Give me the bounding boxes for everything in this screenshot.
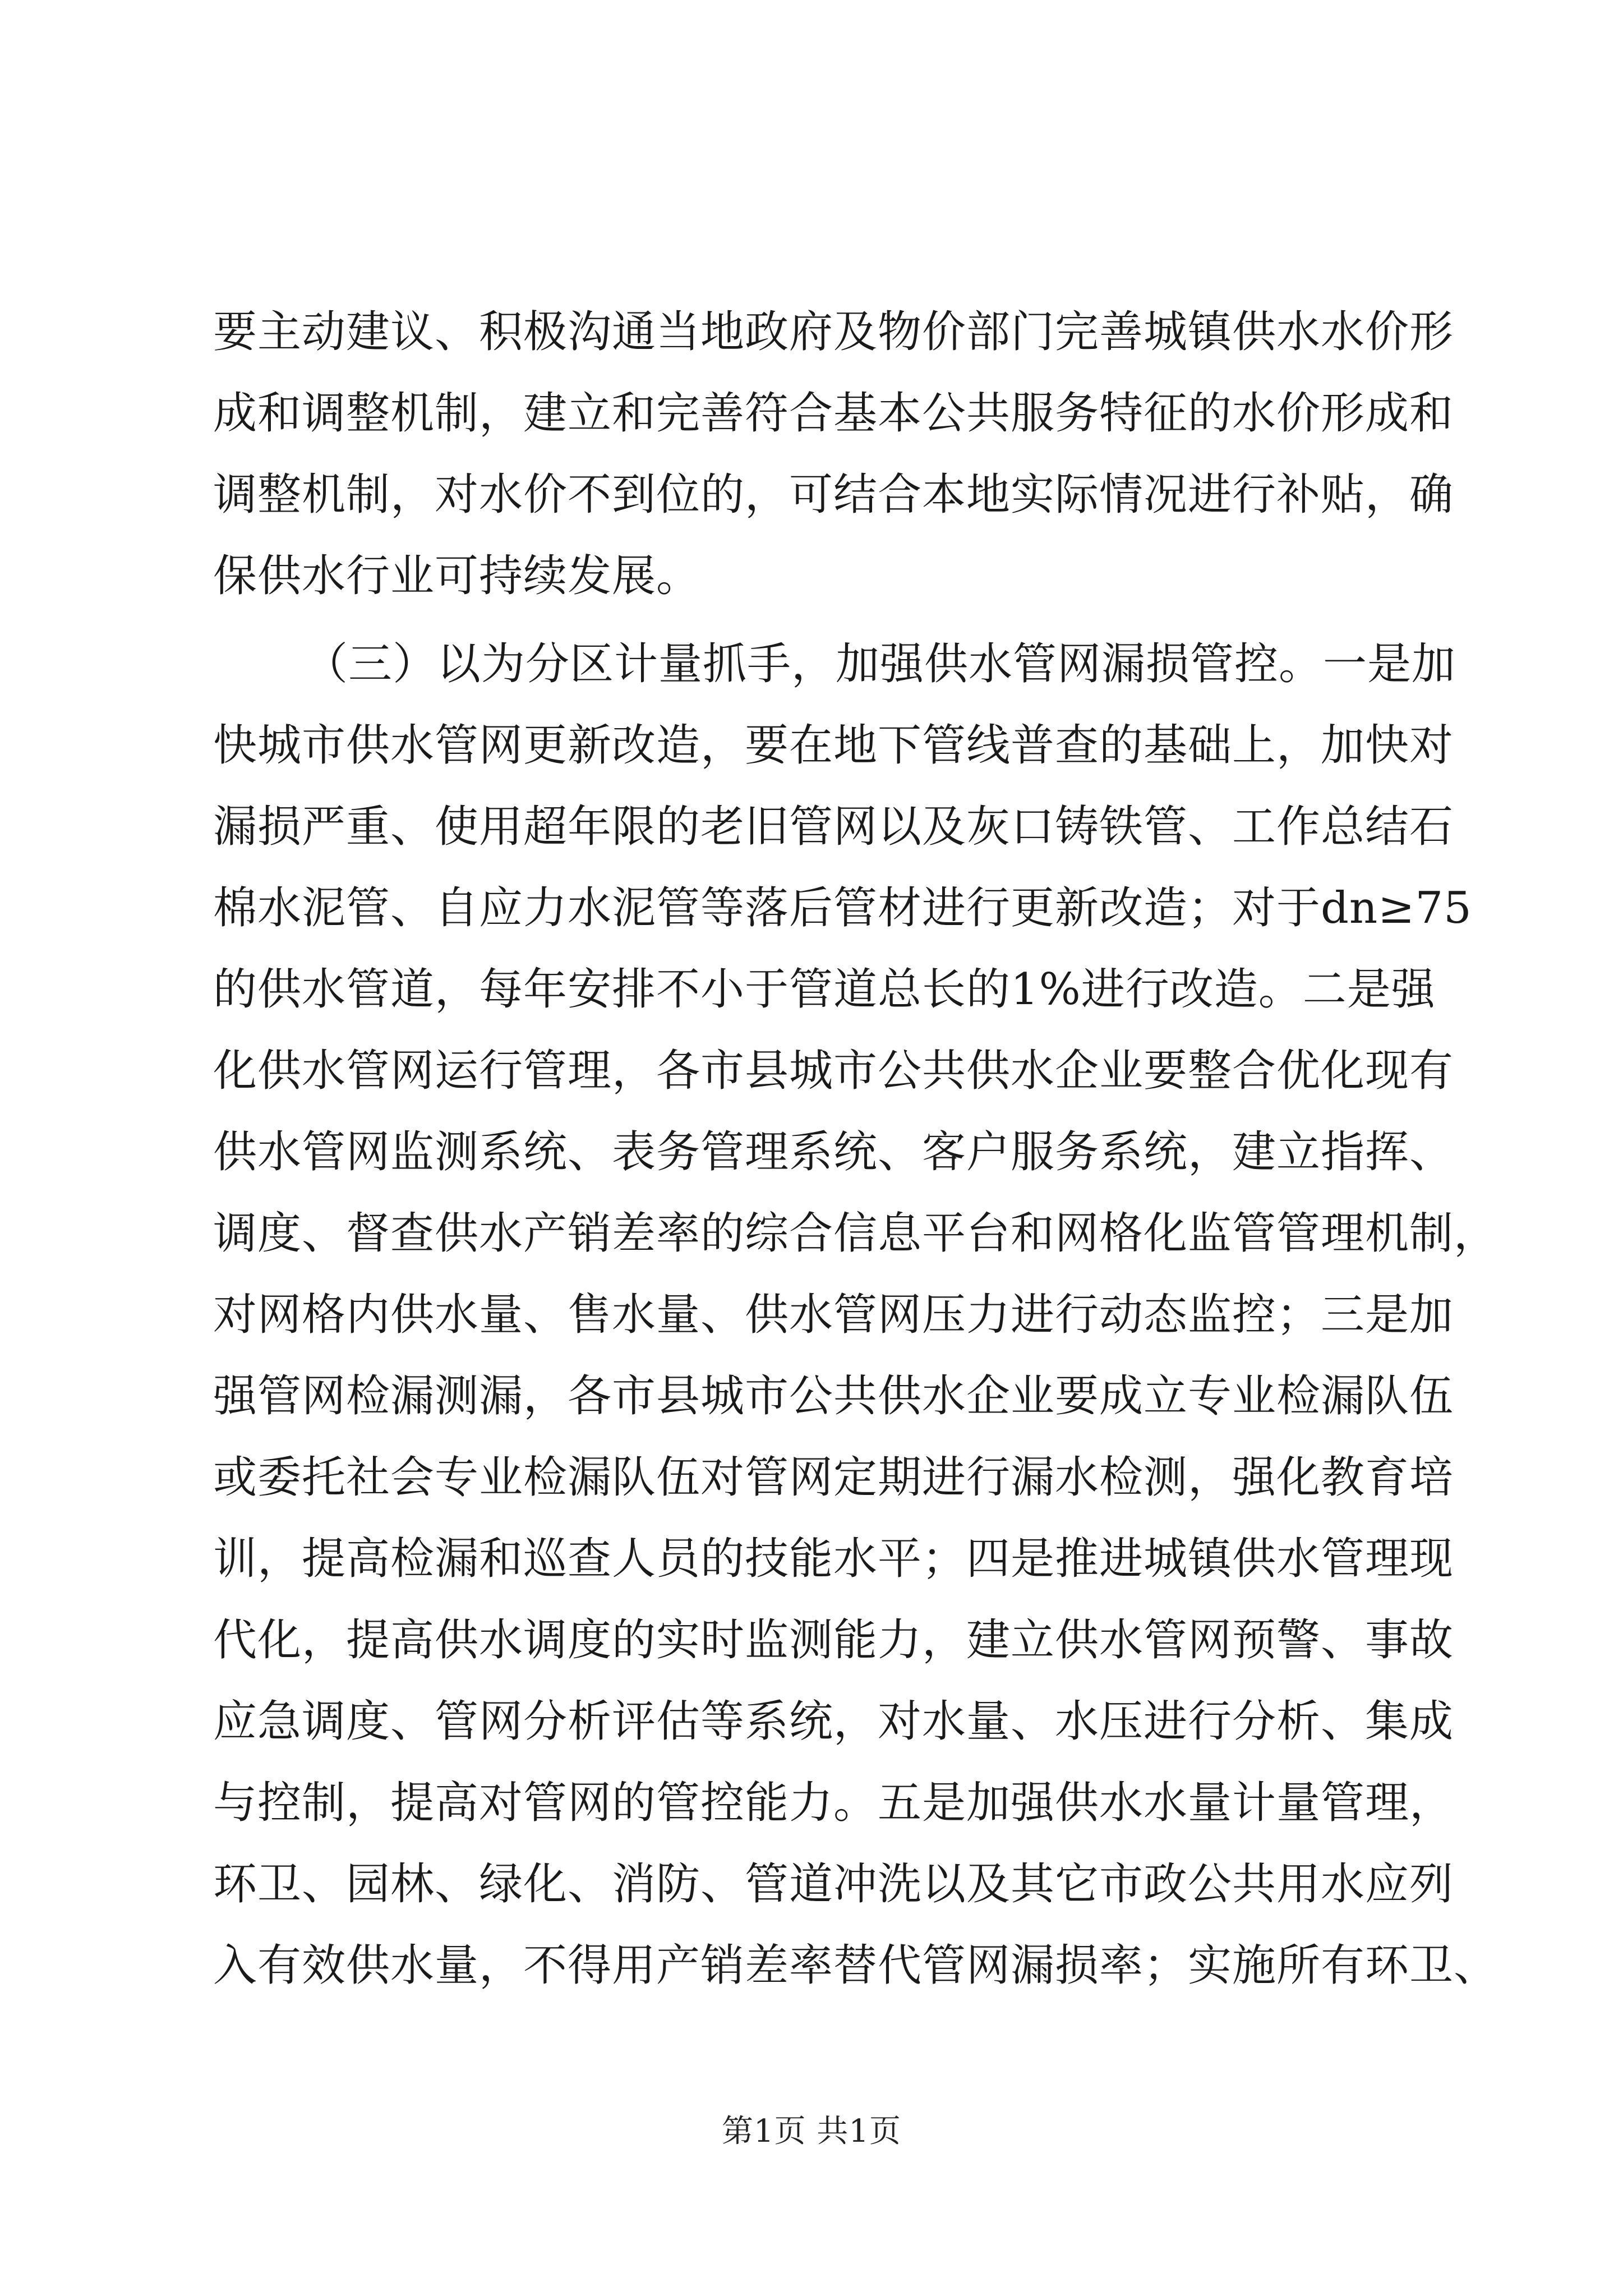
paragraph-water-pricing bbox=[213, 292, 1454, 617]
text-line: 应急调度、管网分析评估等系统，对水量、水压进行分析、集成 bbox=[213, 1696, 1454, 1747]
page-footer bbox=[0, 2109, 1623, 2154]
text-line: 代化，提高供水调度的实时监测能力，建立供水管网预警、事故 bbox=[213, 1615, 1454, 1665]
text-line: 调整机制，对水价不到位的，可结合本地实际情况进行补贴，确 bbox=[213, 470, 1454, 520]
text-line: 成和调整机制，建立和完善符合基本公共服务特征的水价形成和 bbox=[213, 388, 1454, 439]
text-line: 与控制，提高对管网的管控能力。五是加强供水水量计量管理， bbox=[213, 1778, 1454, 1828]
text-line: 快城市供水管网更新改造，要在地下管线普查的基础上，加快对 bbox=[213, 720, 1454, 771]
text-line: 的供水管道，每年安排不小于管道总长的1%进行改造。二是强 bbox=[213, 964, 1436, 1015]
text-line: 对网格内供水量、售水量、供水管网压力进行动态监控；三是加 bbox=[213, 1290, 1454, 1340]
text-line: （三）以为分区计量抓手，加强供水管网漏损管控。一是加 bbox=[304, 639, 1456, 689]
text-line: 棉水泥管、自应力水泥管等落后管材进行更新改造；对于dn≥75 bbox=[213, 883, 1472, 933]
paragraph-pipe-network-leakage bbox=[213, 624, 1498, 2007]
text-line: 化供水管网运行管理，各市县城市公共供水企业要整合优化现有 bbox=[213, 1046, 1454, 1096]
paragraph-spacer bbox=[213, 617, 1413, 624]
document-body bbox=[213, 292, 1498, 2007]
text-line: 要主动建议、积极沟通当地政府及物价部门完善城镇供水水价形 bbox=[213, 307, 1454, 357]
text-line: 训，提高检漏和巡查人员的技能水平；四是推进城镇供水管理现 bbox=[213, 1534, 1454, 1584]
text-line: 调度、督查供水产销差率的综合信息平台和网格化监管管理机制， bbox=[213, 1208, 1498, 1259]
text-line: 强管网检漏测漏，各市县城市公共供水企业要成立专业检漏队伍 bbox=[213, 1371, 1454, 1421]
text-line: 供水管网监测系统、表务管理系统、客户服务系统，建立指挥、 bbox=[213, 1127, 1454, 1177]
text-line: 保供水行业可持续发展。 bbox=[213, 551, 701, 601]
text-line: 入有效供水量，不得用产销差率替代管网漏损率；实施所有环卫、 bbox=[213, 1940, 1498, 1991]
text-line: 漏损严重、使用超年限的老旧管网以及灰口铸铁管、工作总结石 bbox=[213, 802, 1454, 852]
page-number-label: 第1页 共1页 bbox=[721, 2113, 902, 2150]
text-line: 环卫、园林、绿化、消防、管道冲洗以及其它市政公共用水应列 bbox=[213, 1859, 1454, 1910]
text-line: 或委托社会专业检漏队伍对管网定期进行漏水检测，强化教育培 bbox=[213, 1452, 1454, 1503]
